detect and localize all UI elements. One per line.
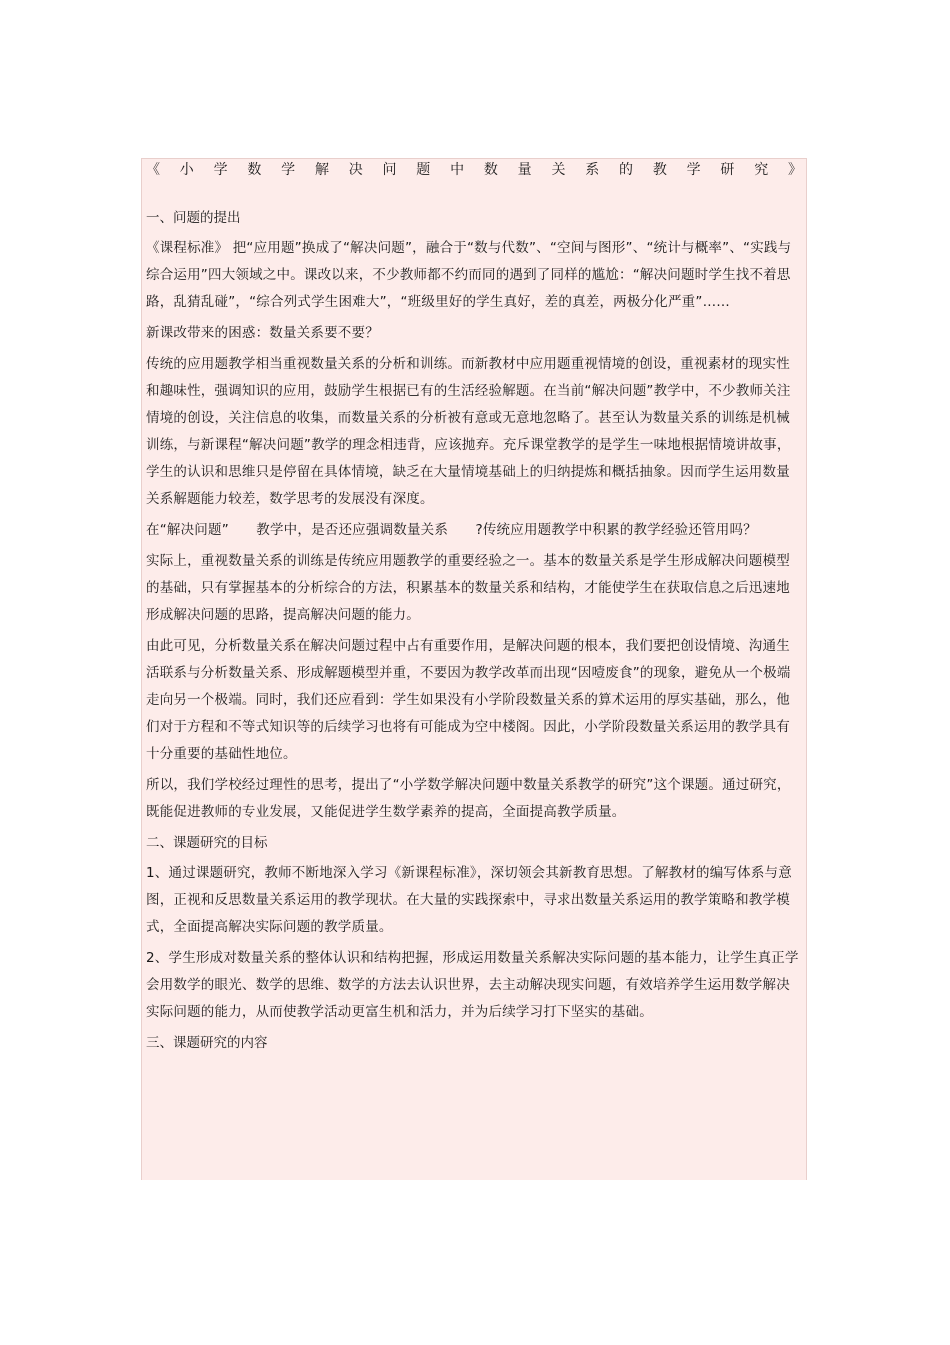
paragraph-project-proposal: 所以，我们学校经过理性的思考，提出了“小学数学解决问题中数量关系教学的研究”这个课题。通过研究，既能促进教师的专业发展，又能促进学生数学素养的提高，全面提高教学质量。 bbox=[146, 777, 791, 820]
document-title: 《 小 学 数 学 解 决 问 题 中 数 量 关 系 的 教 学 研 究 》 bbox=[146, 162, 802, 178]
paragraph-conclusion: 由此可见，分析数量关系在解决问题过程中占有重要作用，是解决问题的根本，我们要把创设情境、沟通生活联系与分析数量关系、形成解题模型并重，不要因为教学改革而出现“因噎废食”的现象，避免从一个极端走向另一个极端。同时，我们还应看到：学生如果没有小学阶段数量关系的算术运用的厚实基础，那么，他们对于方程和不等式知识等的后续学习也将有可能成为空中楼阁。因此，小学阶段数量关系运用的教学具有十分重要的基础性地位。 bbox=[146, 638, 791, 762]
paragraph-emphasis-question: 在“解决问题” 教学中，是否还应强调数量关系 ?传统应用题教学中积累的教学经验还管用吗？ bbox=[146, 522, 757, 538]
paragraph-goal-2: 2、学生形成对数量关系的整体认识和结构把握，形成运用数量关系解决实际问题的基本能力，让学生真正学会用数学的眼光、数学的思维、数学的方法去认识世界，去主动解决现实问题，有效培养学生运用数学解决实际问题的能力，从而使教学活动更富生机和活力，并为后续学习打下坚实的基础。 bbox=[146, 950, 799, 1020]
paragraph-actual-experience: 实际上，重视数量关系的训练是传统应用题教学的重要经验之一。基本的数量关系是学生形成解决问题模型的基础，只有掌握基本的分析综合的方法，积累基本的数量关系和结构，才能使学生在获取信息之后迅速地形成解决问题的思路，提高解决问题的能力。 bbox=[146, 553, 790, 623]
section-heading-2: 二、课题研究的目标 bbox=[146, 835, 268, 851]
document-body bbox=[146, 159, 802, 1056]
paragraph-traditional-teaching: 传统的应用题教学相当重视数量关系的分析和训练。而新教材中应用题重视情境的创设，重视素材的现实性和趣味性，强调知识的应用，鼓励学生根据已有的生活经验解题。在当前“解决问题”教学中，不少教师关注情境的创设，关注信息的收集，而数量关系的分析被有意或无意地忽略了。甚至认为数量关系的训练是机械训练，与新课程“解决问题”教学的理念相违背，应该抛弃。充斥课堂教学的是学生一味地根据情境讲故事，学生的认识和思维只是停留在具体情境，缺乏在大量情境基础上的归纳提炼和概括抽象。因而学生运用数量关系解题能力较差，数学思考的发展没有深度。 bbox=[146, 356, 791, 507]
paragraph-goal-1: 1、通过课题研究，教师不断地深入学习《新课程标准》，深切领会其新教育思想。了解教材的编写体系与意图，正视和反思数量关系运用的教学现状。在大量的实践探索中，寻求出数量关系运用的教学策略和教学模式，全面提高解决实际问题的教学质量。 bbox=[146, 865, 792, 935]
section-heading-3: 三、课题研究的内容 bbox=[146, 1035, 268, 1051]
section-heading-1: 一、问题的提出 bbox=[146, 210, 241, 226]
document-page bbox=[141, 158, 807, 1180]
paragraph-confusion-question: 新课改带来的困惑：数量关系要不要？ bbox=[146, 325, 379, 341]
paragraph-curriculum-standard: 《课程标准》 把“应用题”换成了“解决问题”，融合于“数与代数”、“空间与图形”、“统计与概率”、“实践与综合运用”四大领域之中。课改以来，不少教师都不约而同的遇到了同样的尴尬：“解决问题时学生找不着思路，乱猜乱碰”，“综合列式学生困难大”，“班级里好的学生真好，差的真差，两极分化严重”…… bbox=[146, 240, 792, 310]
